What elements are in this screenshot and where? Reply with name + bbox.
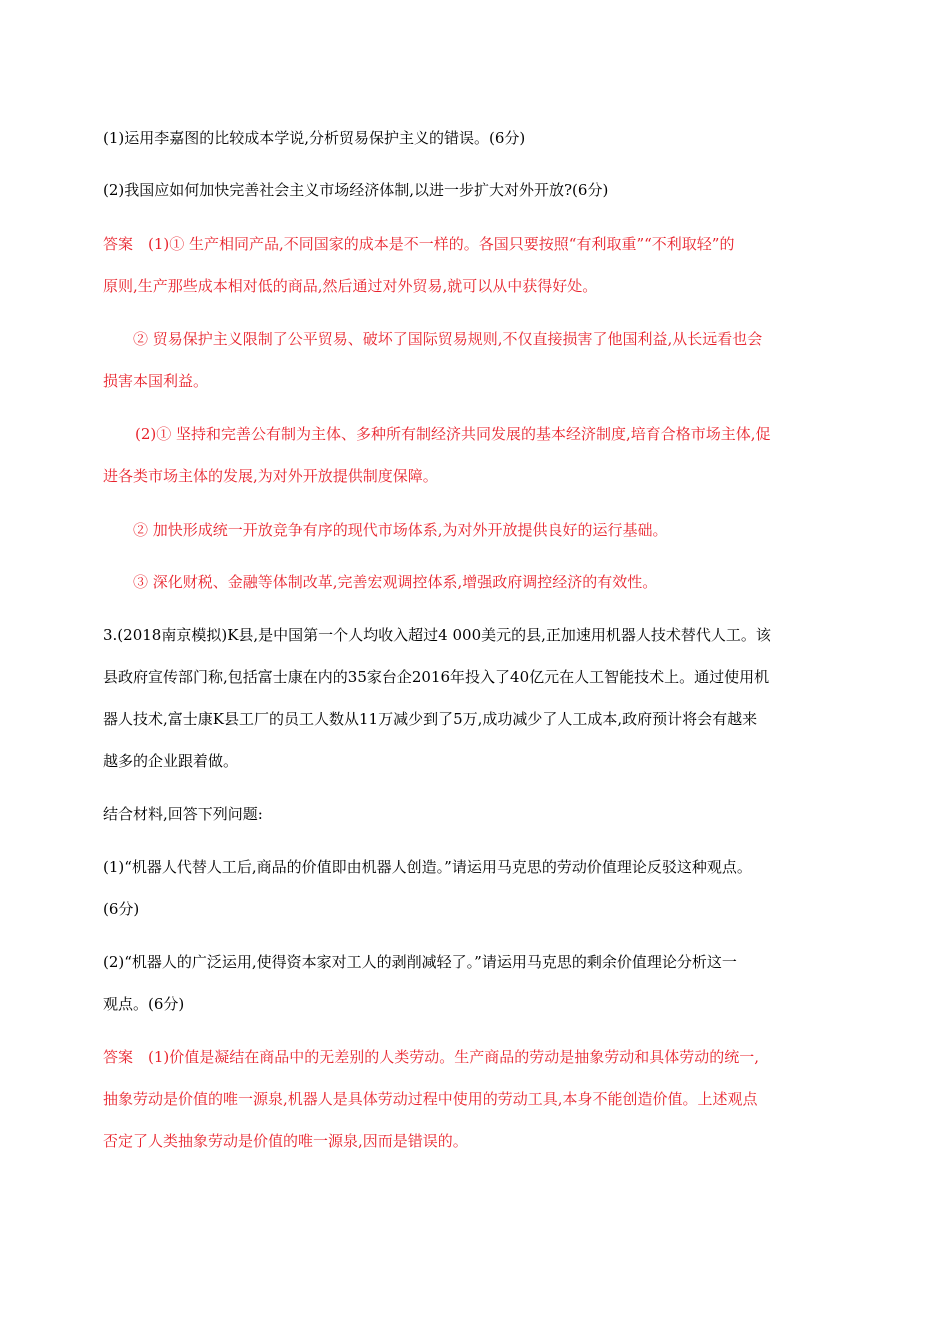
question-3-part-1 [103, 846, 848, 930]
text-line: 越多的企业跟着做。 [103, 752, 239, 770]
question-3-part-2 [103, 941, 848, 1025]
answer-2-part-2-point-1 [103, 413, 848, 497]
answer-3-part-1 [103, 1036, 848, 1162]
text-line: 结合材料,回答下列问题: [103, 805, 263, 823]
text-line: ② 加快形成统一开放竞争有序的现代市场体系,为对外开放提供良好的运行基础。 [133, 521, 668, 539]
text-line: 损害本国利益。 [103, 372, 209, 390]
text-line: (1)运用李嘉图的比较成本学说,分析贸易保护主义的错误。(6分) [103, 129, 526, 147]
text-line: 进各类市场主体的发展,为对外开放提供制度保障。 [103, 467, 438, 485]
text-line: (1)“机器人代替人工后,商品的价值即由机器人创造。”请运用马克思的劳动价值理论反驳这种观点。 [103, 858, 752, 876]
text-line: (2)① 坚持和完善公有制为主体、多种所有制经济共同发展的基本经济制度,培育合格市场主体,促 [135, 425, 771, 443]
text-line: 答案 (1)价值是凝结在商品中的无差别的人类劳动。生产商品的劳动是抽象劳动和具体劳动的统一, [103, 1048, 760, 1066]
text-line: 观点。(6分) [103, 995, 185, 1013]
answer-2-point-2 [103, 318, 848, 402]
question-2-part-1 [103, 117, 848, 159]
text-line: (2)我国应如何加快完善社会主义市场经济体制,以进一步扩大对外开放?(6分) [103, 181, 609, 199]
text-line: (2)“机器人的广泛运用,使得资本家对工人的剥削减轻了。”请运用马克思的剩余价值理论分析这一 [103, 953, 737, 971]
answer-2-part-2-point-2 [103, 509, 848, 551]
answer-2-part-2-point-3 [103, 561, 848, 603]
text-line: 器人技术,富士康K县工厂的员工人数从11万减少到了5万,成功减少了人工成本,政府预计将会有越来 [103, 710, 758, 728]
question-2-part-2 [103, 169, 848, 211]
text-line: 抽象劳动是价值的唯一源泉,机器人是具体劳动过程中使用的劳动工具,本身不能创造价值。上述观点 [103, 1090, 758, 1108]
text-line: 3.(2018南京模拟)K县,是中国第一个人均收入超过4 000美元的县,正加速用机器人技术替代人工。该 [103, 626, 771, 644]
answer-2-point-1 [103, 223, 848, 307]
question-3-material [103, 614, 848, 782]
text-line: 答案 (1)① 生产相同产品,不同国家的成本是不一样的。各国只要按照“有利取重”“不利取轻”的 [103, 235, 735, 253]
text-line: (6分) [103, 900, 140, 918]
text-line: ② 贸易保护主义限制了公平贸易、破坏了国际贸易规则,不仅直接损害了他国利益,从长远看也会 [133, 330, 763, 348]
question-3-prompt [103, 793, 848, 835]
text-line: 否定了人类抽象劳动是价值的唯一源泉,因而是错误的。 [103, 1132, 468, 1150]
text-line: ③ 深化财税、金融等体制改革,完善宏观调控体系,增强政府调控经济的有效性。 [133, 573, 658, 591]
text-line: 原则,生产那些成本相对低的商品,然后通过对外贸易,就可以从中获得好处。 [103, 277, 598, 295]
text-line: 县政府宣传部门称,包括富士康在内的35家台企2016年投入了40亿元在人工智能技术上。通过使用机 [103, 668, 770, 686]
